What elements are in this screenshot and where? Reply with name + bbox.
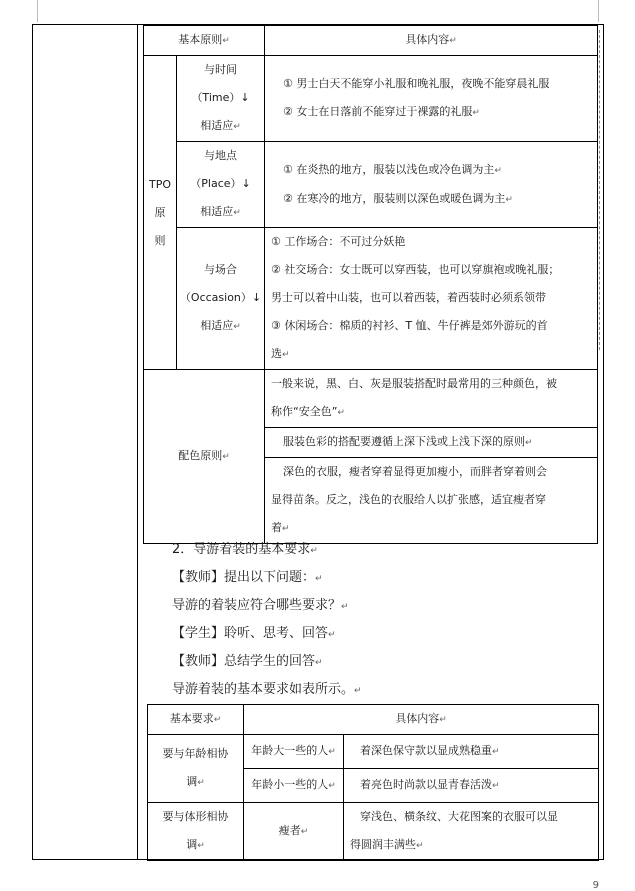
- requirement-age: 要与年龄相协 调↵: [148, 735, 244, 803]
- guide-dress-requirements-table: [147, 704, 599, 861]
- color-content-1: 一般来说，黑、白、灰是服装搭配时最常用的三种颜色，被 称作“安全色”↵: [265, 370, 598, 428]
- desc-younger: 着亮色时尚款以显青春活泼↵: [344, 769, 599, 803]
- outer-table-divider: [137, 24, 138, 860]
- tpo-principle-label: TPO 原 则: [144, 56, 177, 370]
- condition-younger: 年龄小一些的人↵: [244, 769, 344, 803]
- question-text: 导游的着装应符合哪些要求？↵: [172, 598, 349, 613]
- table-row: [144, 228, 598, 370]
- header-specific-content: 具体内容↵: [265, 26, 598, 56]
- table-intro: 导游着装的基本要求如表所示。↵: [172, 682, 362, 697]
- aspect-time: 与时间 （Time）↓ 相适应↵: [177, 56, 265, 142]
- color-content-2: 服装色彩的搭配要遵循上深下浅或上浅下深的原则↵: [265, 428, 598, 458]
- occasion-content: ① 工作场合：不可过分妖艳 ② 社交场合：女士既可以穿西装，也可以穿旗袍或晚礼服； 男士可以着中山装，也可以着西装，着西装时必须系领带 ③ 休闲场合：棉质的衬衫、T 恤、牛仔裤是郊外游玩的首 选↵: [265, 228, 598, 370]
- aspect-occasion: 与场合 （Occasion）↓ 相适应↵: [177, 228, 265, 370]
- header-basic-principle: 基本原则↵: [144, 26, 265, 56]
- margin-guide-right: [598, 0, 599, 22]
- requirement-body: 要与体形相协 调↵: [148, 803, 244, 861]
- margin-guide-left: [37, 0, 38, 22]
- color-content-3: 深色的衣服，瘦者穿着显得更加瘦小，而胖者穿着则会 显得苗条。反之，浅色的衣服给人以扩张感，适宜瘦者穿 着↵: [265, 458, 598, 544]
- teacher-question-intro: 【教师】提出以下问题：↵: [172, 570, 323, 585]
- aspect-place: 与地点 （Place）↓ 相适应↵: [177, 142, 265, 228]
- page-number: 9: [592, 880, 599, 891]
- table-row: [144, 142, 598, 228]
- time-content: ① 男士白天不能穿小礼服和晚礼服，夜晚不能穿晨礼服 ② 女士在日落前不能穿过于裸露的礼服↵: [265, 56, 598, 142]
- header-requirement: 基本要求↵: [148, 705, 244, 735]
- table-header-row: [148, 705, 599, 735]
- condition-thin: 瘦者↵: [244, 803, 344, 861]
- header-specific-content: 具体内容↵: [244, 705, 599, 735]
- desc-older: 着深色保守款以显成熟稳重↵: [344, 735, 599, 769]
- student-activity: 【学生】聆听、思考、回答↵: [172, 626, 336, 641]
- place-content: ① 在炎热的地方，服装以浅色或冷色调为主↵ ② 在寒冷的地方，服装则以深色或暖色调为主↵: [265, 142, 598, 228]
- section-heading: 2．导游着装的基本要求↵: [172, 542, 318, 557]
- table-header-row: [144, 26, 598, 56]
- table-row: [148, 735, 599, 769]
- outer-table-left: [32, 24, 33, 860]
- table-row: [144, 370, 598, 428]
- desc-thin: 穿浅色、横条纹、大花图案的衣服可以显 得圆润丰满些↵: [344, 803, 599, 861]
- teacher-summary: 【教师】总结学生的回答↵: [172, 654, 323, 669]
- outer-table-right: [603, 24, 604, 860]
- table-row: [148, 803, 599, 861]
- dress-principles-table: [143, 25, 598, 544]
- cell-end-guide: [599, 30, 600, 350]
- condition-older: 年龄大一些的人↵: [244, 735, 344, 769]
- table-row: [144, 56, 598, 142]
- color-principle-label: 配色原则↵: [144, 370, 265, 544]
